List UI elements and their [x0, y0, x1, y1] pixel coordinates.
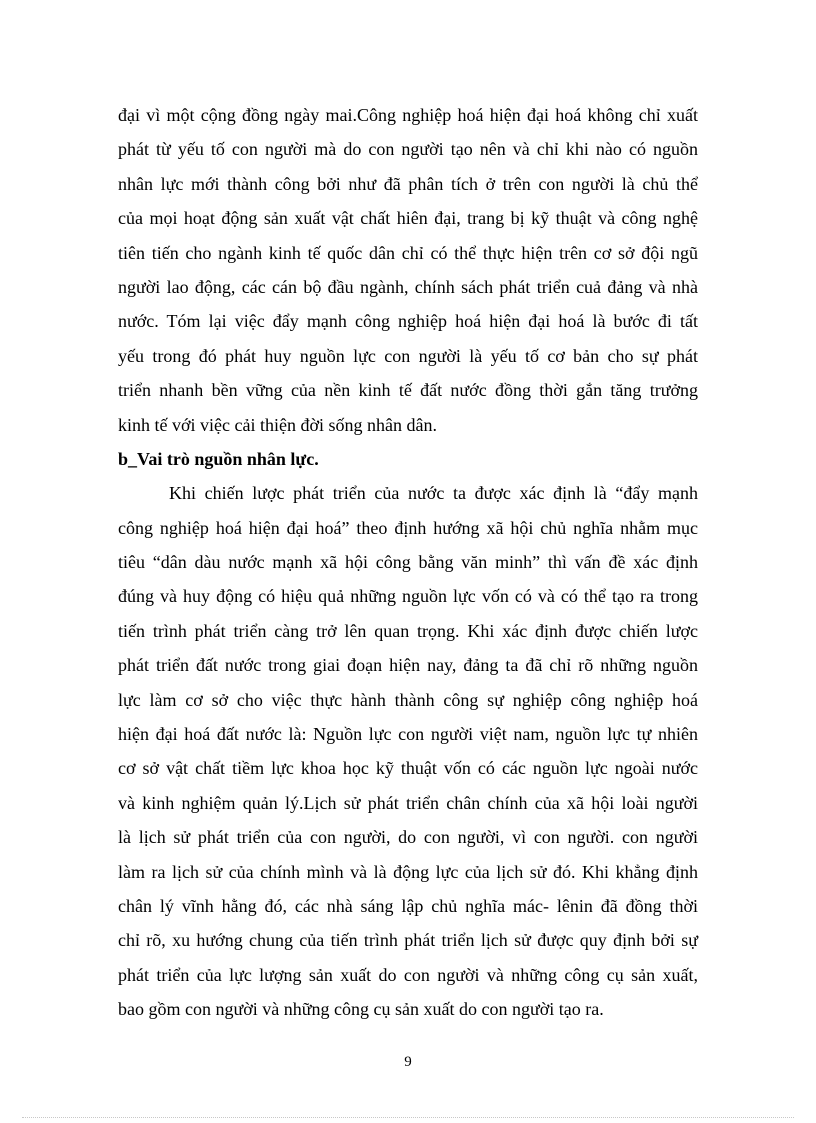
- text-line: Khi chiến lược phát triển của nước ta được xác định là “đẩy mạnh: [169, 483, 698, 504]
- body-text: [118, 98, 698, 1027]
- text-line: tiên tiến cho ngành kinh tế quốc dân chỉ có thể thực hiện trên cơ sở đội ngũ: [118, 242, 698, 263]
- text-line: nhân lực mới thành công bởi như đã phân tích ở trên con người là chủ thể: [118, 173, 698, 194]
- paragraph-1: [118, 98, 698, 442]
- text-line: hiện đại hoá đất nước là: Nguồn lực con người việt nam, nguồn lực tự nhiên: [118, 724, 698, 745]
- text-line: kinh tế với việc cải thiện đời sống nhân dân.: [118, 414, 437, 435]
- text-line: lực làm cơ sở cho việc thực hành thành công sự nghiệp công nghiệp hoá: [118, 689, 698, 710]
- text-line: cơ sở vật chất tiềm lực khoa học kỹ thuật vốn có các nguồn lực ngoài nước: [118, 758, 698, 779]
- text-line: phát từ yếu tố con người mà do con người tạo nên và chỉ khi nào có nguồn: [118, 139, 698, 160]
- text-line: là lịch sử phát triển của con người, do con người, vì con người. con người: [118, 827, 698, 848]
- text-line: phát triển của lực lượng sản xuất do con người và những công cụ sản xuất,: [118, 964, 698, 985]
- text-line: yếu trong đó phát huy nguồn lực con người là yếu tố cơ bản cho sự phát: [118, 345, 698, 366]
- text-line: chỉ rõ, xu hướng chung của tiến trình phát triển lịch sử được quy định bởi sự: [118, 930, 698, 951]
- page-number: 9: [404, 1054, 412, 1070]
- section-heading: b_Vai trò nguồn nhân lực.: [118, 448, 319, 469]
- text-line: đúng và huy động có hiệu quả những nguồn lực vốn có và có thể tạo ra trong: [118, 586, 698, 607]
- text-line: tiến trình phát triển càng trở lên quan trọng. Khi xác định được chiến lược: [118, 620, 698, 641]
- text-line: bao gồm con người và những công cụ sản xuất do con người tạo ra.: [118, 999, 604, 1020]
- paragraph-2: [118, 476, 698, 1026]
- text-line: công nghiệp hoá hiện đại hoá” theo định hướng xã hội chủ nghĩa nhằm mục: [118, 517, 698, 538]
- text-line: làm ra lịch sử của chính mình và là động lực của lịch sử đó. Khi khẳng định: [118, 861, 698, 882]
- text-line: triển nhanh bền vững của nền kinh tế đất nước đồng thời gắn tăng trưởng: [118, 380, 698, 401]
- text-line: tiêu “dân dàu nước mạnh xã hội công bằng văn minh” thì vấn đề xác định: [118, 552, 698, 573]
- text-line: và kinh nghiệm quản lý.Lịch sử phát triển chân chính của xã hội loài người: [118, 792, 698, 813]
- text-line: chân lý vĩnh hằng đó, các nhà sáng lập chủ nghĩa mác- lênin đã đồng thời: [118, 895, 698, 916]
- text-line: nước. Tóm lại việc đẩy mạnh công nghiệp hoá hiện đại hoá là bước đi tất: [118, 311, 698, 332]
- page-bottom-rule: [22, 1117, 794, 1118]
- text-line: của mọi hoạt động sản xuất vật chất hiên đại, trang bị kỹ thuật và công nghệ: [118, 208, 698, 229]
- text-line: đại vì một cộng đồng ngày mai.Công nghiệp hoá hiện đại hoá không chỉ xuất: [118, 105, 698, 125]
- text-line: phát triển đất nước trong giai đoạn hiện nay, đảng ta đã chỉ rõ những nguồn: [118, 655, 698, 676]
- text-line: người lao động, các cán bộ đầu ngành, chính sách phát triển cuả đảng và nhà: [118, 276, 698, 297]
